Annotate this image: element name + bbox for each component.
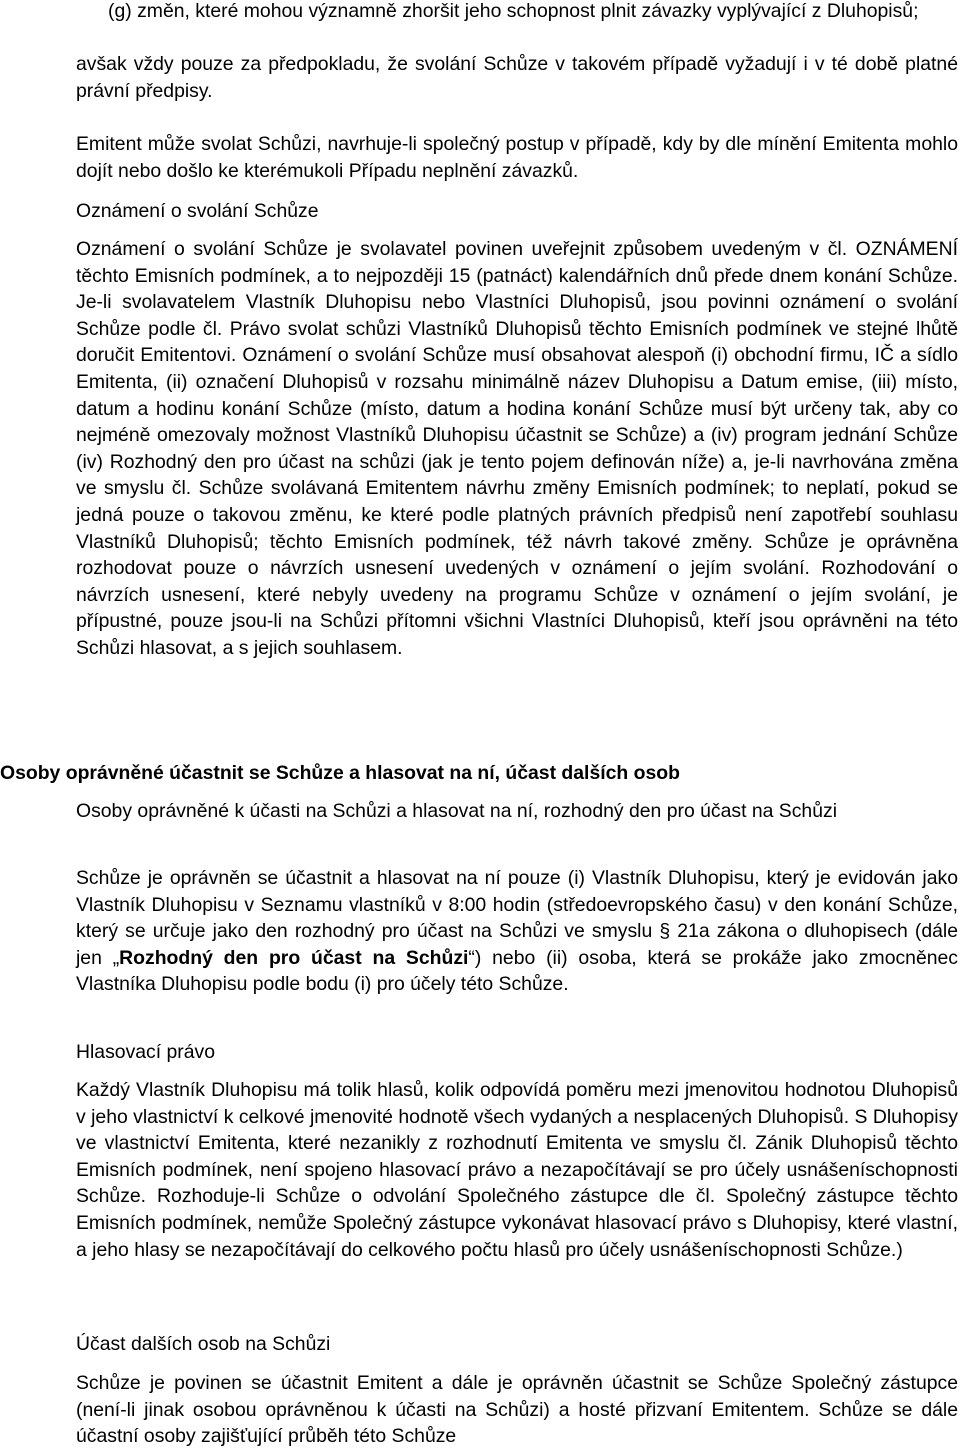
defined-term: Rozhodný den pro účast na Schůzi	[119, 946, 469, 969]
paragraph-eligible-persons	[76, 865, 958, 998]
paragraph-notice: Oznámení o svolání Schůze je svolavatel povinen uveřejnit způsobem uvedeným v čl. OZNÁMENÍ těchto Emisních podmínek, a to nejpozději 15 (patnáct) kalendářních dnů přede dnem konání Schůze. Je-li svolavatelem Vlastník Dluhopisu nebo Vlastníci Dluhopisů, jsou povinni oznámení o svolání Schůze podle čl. Právo svolat schůzi Vlastníků Dluhopisů těchto Emisních podmínek ve stejné lhůtě doručit Emitentovi. Oznámení o svolání Schůze musí obsahovat alespoň (i) obchodní firmu, IČ a sídlo Emitenta, (ii) označení Dluhopisů v rozsahu minimálně název Dluhopisu a Datum emise, (iii) místo, datum a hodinu konání Schůze (místo, datum a hodina konání Schůze musí být určeny tak, aby co nejméně omezovaly možnost Vlastníků Dluhopisu účastnit se Schůze) a (iv) program jednání Schůze (iv) Rozhodný den pro účast na schůzi (jak je tento pojem definován níže) a, je-li navrhována změna ve smyslu čl. Schůze svolávaná Emitentem návrhu změny Emisních podmínek; to neplatí, pokud se jedná pouze o takovou změnu, ke které podle platných právních předpisů není zapotřebí souhlasu Vlastníků Dluhopisů; těchto Emisních podmínek, též návrh takové změny. Schůze je oprávněna rozhodovat pouze o návrzích usnesení uvedených v oznámení o jejím svolání. Rozhodování o návrzích usnesení, které nebyly uvedeny na programu Schůze v oznámení o jejím svolání, je přípustné, pouze jsou-li na Schůzi přítomni všichni Vlastníci Dluhopisů, kteří jsou oprávněni na této Schůzi hlasovat, a s jejich souhlasem.	[76, 238, 958, 659]
subheading-notice: Oznámení o svolání Schůze	[76, 200, 319, 222]
subheading-eligible-persons: Osoby oprávněné k účasti na Schůzi a hlasovat na ní, rozhodný den pro účast na Schůzi	[76, 800, 838, 822]
paragraph-emitent-convene: Emitent může svolat Schůzi, navrhuje-li společný postup v případě, kdy by dle mínění Emitenta mohlo dojít nebo došlo ke kterémukoli Případu neplnění závazků.	[76, 133, 958, 182]
subheading-other-persons: Účast dalších osob na Schůzi	[76, 1333, 331, 1355]
paragraph-condition: avšak vždy pouze za předpokladu, že svolání Schůze v takovém případě vyžadují i v té době platné právní předpisy.	[76, 53, 958, 102]
paragraph-voting-right: Každý Vlastník Dluhopisu má tolik hlasů, kolik odpovídá poměru mezi jmenovitou hodnotou Dluhopisů v jeho vlastnictví k celkové jmenovité hodnotě všech vydaných a nesplacených Dluhopisů. S Dluhopisy ve vlastnictví Emitenta, které nezanikly z rozhodnutí Emitenta ve smyslu čl. Zánik Dluhopisů těchto Emisních podmínek, není spojeno hlasovací právo a nezapočítávají se pro účely usnášeníschopnosti Schůze. Rozhoduje-li Schůze o odvolání Společného zástupce dle čl. Společný zástupce těchto Emisních podmínek, nemůže Společný zástupce vykonávat hlasovací právo s Dluhopisy, které vlastní, a jeho hlasy se nezapočítávají do celkového počtu hlasů pro účely usnášeníschopnosti Schůze.)	[76, 1079, 958, 1261]
list-item-text: změn, které mohou významně zhoršit jeho schopnost plnit závazky vyplývající z Dluhopisů;	[137, 0, 919, 22]
subheading-voting-right: Hlasovací právo	[76, 1041, 216, 1063]
list-marker: (g)	[108, 0, 132, 22]
section-heading: Osoby oprávněné účastnit se Schůze a hlasovat na ní, účast dalších osob	[0, 762, 680, 784]
list-item-g	[108, 0, 960, 25]
paragraph-other-persons: Schůze je povinen se účastnit Emitent a dále je oprávněn účastnit se Schůze Společný zástupce (není-li jinak osobou oprávněnou k účasti na Schůzi) a hosté přizvaní Emitentem. Schůze se dále účastní osoby zajišťující průběh této Schůze	[76, 1372, 958, 1448]
paragraph-text: “) nebo (ii) osoba, která se prokáže jako zmocněnec Vlastníka Dluhopisu podle bodu (i) pro účely této Schůze.	[76, 946, 959, 996]
paragraph-text: Schůze je oprávněn se účastnit a hlasovat na ní pouze (i) Vlastník Dluhopisu, který je evidován jako Vlastník Dluhopisu v Seznamu vlastníků v 8:00 hodin (středoevropského času) v den konání Schůze, který se určuje jako den rozhodný pro účast na Schůzi ve smyslu § 21a zákona o dluhopisech (dále jen „	[76, 867, 958, 969]
